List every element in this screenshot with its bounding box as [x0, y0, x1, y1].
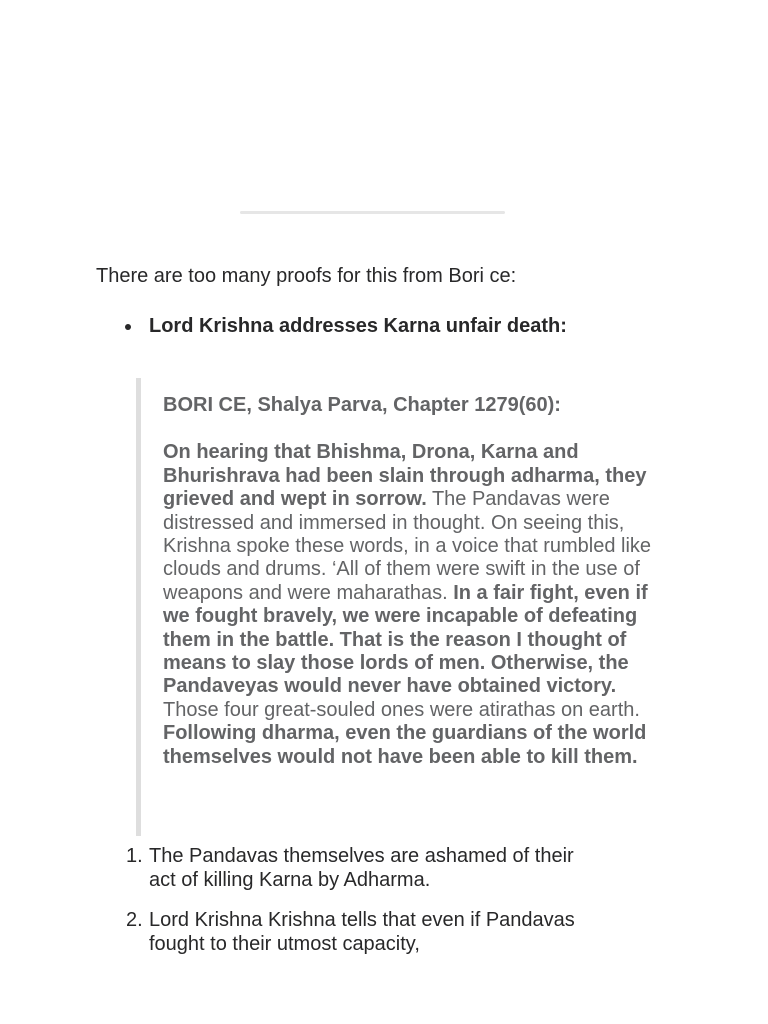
- numbered-item: [96, 845, 576, 892]
- item-number: 2.: [126, 909, 143, 931]
- quote-segment: Those four great-souled ones were atirathas on earth.: [163, 698, 640, 721]
- numbered-item-text: Lord Krishna Krishna tells that even if Pandavas fought to their utmost capacity,: [149, 909, 575, 955]
- quote-body: [163, 441, 661, 769]
- quote-segment: The Pandavas were distressed and immersed in thought. On seeing this, Krishna spoke these words, in a voice that rumbled like clouds and drums. ‘All of them were swift in the use of weapons and were maharathas.: [163, 488, 652, 604]
- quote-segment-bold: On hearing that Bhishma, Drona, Karna and Bhurishrava had been slain through adharma, they grieved and wept in sorrow.: [163, 441, 647, 511]
- block-quote: [136, 378, 661, 836]
- numbered-list: [96, 845, 576, 973]
- item-number: 1.: [126, 845, 143, 867]
- bullet-list: [96, 313, 636, 339]
- numbered-item: [96, 909, 576, 956]
- bullet-item: [96, 313, 636, 339]
- numbered-item-text: The Pandavas themselves are ashamed of their act of killing Karna by Adharma.: [149, 845, 574, 891]
- bullet-item-text: Lord Krishna addresses Karna unfair death:: [149, 315, 567, 337]
- quote-segment-bold: Following dharma, even the guardians of the world themselves would not have been able to kill them.: [163, 722, 647, 768]
- quote-segment-bold: In a fair fight, even if we fought bravely, we were incapable of defeating them in the battle. That is the reason I thought of means to slay those lords of men. Otherwise, the Pandaveyas would never have obtained victory.: [163, 581, 648, 698]
- intro-paragraph: There are too many proofs for this from Bori ce:: [96, 265, 517, 287]
- bullet-dot-icon: [125, 324, 131, 330]
- quote-heading: BORI CE, Shalya Parva, Chapter 1279(60):: [163, 394, 561, 416]
- section-divider: [240, 211, 505, 214]
